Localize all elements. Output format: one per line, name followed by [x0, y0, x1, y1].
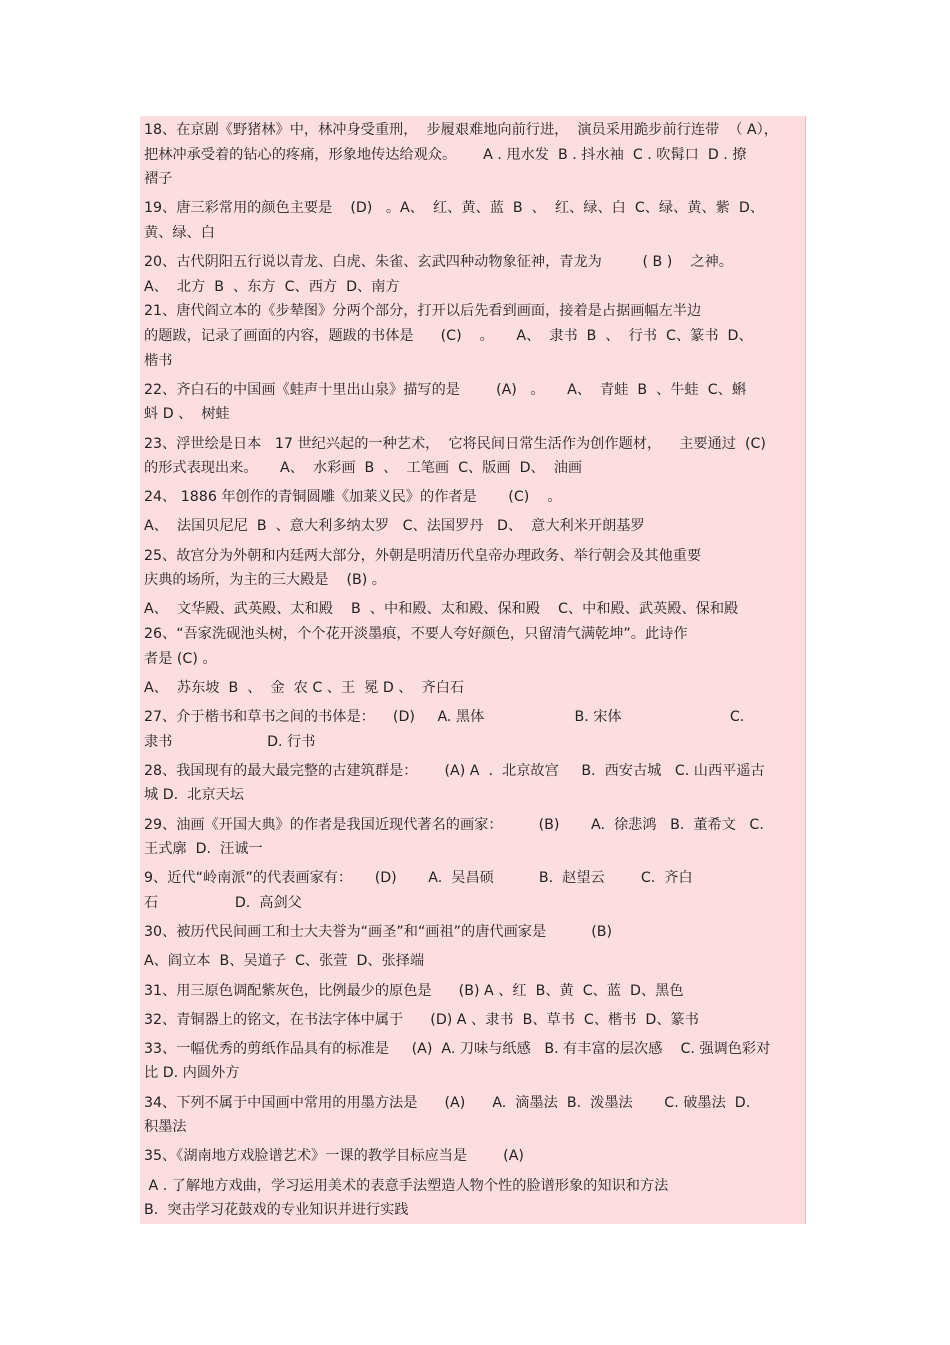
text-line: 28、我国现有的最大最完整的古建筑群是： (A) A . 北京故宫 B. 西安古城 C. 山西平遥古	[144, 762, 765, 779]
text-line: A、阎立本 B、吴道子 C、张萱 D、张择端	[144, 953, 425, 970]
text-line: 25、故宫分为外朝和内廷两大部分，外朝是明清历代皇帝办理政务、举行朝会及其他重要	[144, 547, 702, 564]
text-line: 27、介于楷书和草书之间的书体是： (D) A. 黑体 B. 宋体 C.	[144, 709, 745, 725]
text-line: A . 了解地方戏曲，学习运用美术的表意手法塑造人物个性的脸谱形象的知识和方法	[144, 1177, 669, 1194]
text-line: 23、浮世绘是日本 17 世纪兴起的一种艺术， 它将民间日常生活作为创作题材， 主要通过 (C)	[144, 435, 766, 452]
text-line: 21、唐代阎立本的《步辇图》分两个部分，打开以后先看到画面，接着是占据画幅左半边	[144, 303, 702, 320]
text-line: 35、《湖南地方戏脸谱艺术》一课的教学目标应当是 (A)	[144, 1148, 524, 1165]
text-line: 34、下列不属于中国画中常用的用墨方法是 (A) A. 滴墨法 B. 泼墨法 C. 破墨法 D.	[144, 1094, 751, 1111]
text-line: 者是 (C) 。	[144, 650, 217, 667]
text-line: 比 D. 内圆外方	[144, 1065, 240, 1082]
text-line: 9、近代“岭南派”的代表画家有： (D) A. 吴昌硕 B. 赵望云 C. 齐白	[144, 870, 693, 887]
text-line: 城 D. 北京天坛	[144, 787, 244, 804]
text-line: A、 北方 B 、东方 C、西方 D、南方	[144, 278, 400, 295]
text-line: 庆典的场所，为主的三大殿是 (B) 。	[144, 572, 386, 589]
text-line: A、 文华殿、武英殿、太和殿 B 、中和殿、太和殿、保和殿 C、中和殿、武英殿、保和殿	[144, 601, 739, 618]
text-line: 隶书 D. 行书	[144, 733, 316, 750]
text-line: 26、“吾家洗砚池头树，个个花开淡墨痕，不要人夸好颜色，只留清气满乾坤”。此诗作	[144, 626, 688, 643]
text-line: 32、青铜器上的铭文，在书法字体中属于 (D) A 、隶书 B、草书 C、楷书 D、篆书	[144, 1011, 699, 1028]
text-line: 的题跋，记录了画面的内容，题跋的书体是 (C) 。 A、 隶书 B 、 行书 C、篆书 D、	[144, 327, 753, 344]
text-line: A、 法国贝尼尼 B 、意大利多纳太罗 C、法国罗丹 D、 意大利米开朗基罗	[144, 518, 645, 535]
text-line: 积墨法	[144, 1119, 187, 1136]
text-line: 褶子	[144, 171, 173, 188]
text-line: 黄、绿、白	[144, 224, 215, 241]
text-line: 33、一幅优秀的剪纸作品具有的标准是 (A) A. 刀味与纸感 B. 有丰富的层次感 C. 强调色彩对	[144, 1040, 771, 1057]
text-line: 24、 1886 年创作的青铜圆雕《加莱义民》的作者是 (C) 。	[144, 489, 562, 506]
question-text-block	[144, 118, 814, 1223]
text-line: 29、油画《开国大典》的作者是我国近现代著名的画家： (B) A. 徐悲鸿 B. 董希文 C.	[144, 816, 764, 833]
text-line: 的形式表现出来。 A、 水彩画 B 、 工笔画 C、版画 D、 油画	[144, 460, 583, 477]
text-line: 20、古代阴阳五行说以青龙、白虎、朱雀、玄武四种动物象征神，青龙为 ( B ) 之神。	[144, 254, 733, 271]
text-line: 把林冲承受着的钻心的疼痛，形象地传达给观众。 A . 甩水发 B . 抖水袖 C . 吹髯口 D . 撩	[144, 146, 747, 163]
text-line: 30、被历代民间画工和士大夫誉为“画圣”和“画祖”的唐代画家是 (B)	[144, 924, 613, 941]
text-line: 18、在京剧《野猪林》中，林冲身受重刑， 步履艰难地向前行进， 演员采用跪步前行连带 （ A），	[144, 122, 778, 138]
text-line: 石 D. 高剑父	[144, 894, 302, 911]
text-line: 19、唐三彩常用的颜色主要是 (D) 。A、 红、黄、蓝 B 、 红、绿、白 C、绿、黄、紫 D、	[144, 200, 765, 217]
text-line: B. 突击学习花鼓戏的专业知识并进行实践	[144, 1202, 409, 1219]
text-line: 22、齐白石的中国画《蛙声十里出山泉》描写的是 (A) 。 A、 青蛙 B 、牛蛙 C、蝌	[144, 381, 747, 398]
text-line: A、 苏东坡 B 、 金 农 C 、王 冕 D 、 齐白石	[144, 679, 465, 696]
text-line: 王式廓 D. 汪诚一	[144, 841, 263, 858]
text-line: 31、用三原色调配紫灰色，比例最少的原色是 (B) A 、红 B、黄 C、蓝 D、黑色	[144, 982, 684, 999]
text-line: 蚪 D 、 树蛙	[144, 406, 230, 423]
text-line: 楷书	[144, 352, 173, 369]
